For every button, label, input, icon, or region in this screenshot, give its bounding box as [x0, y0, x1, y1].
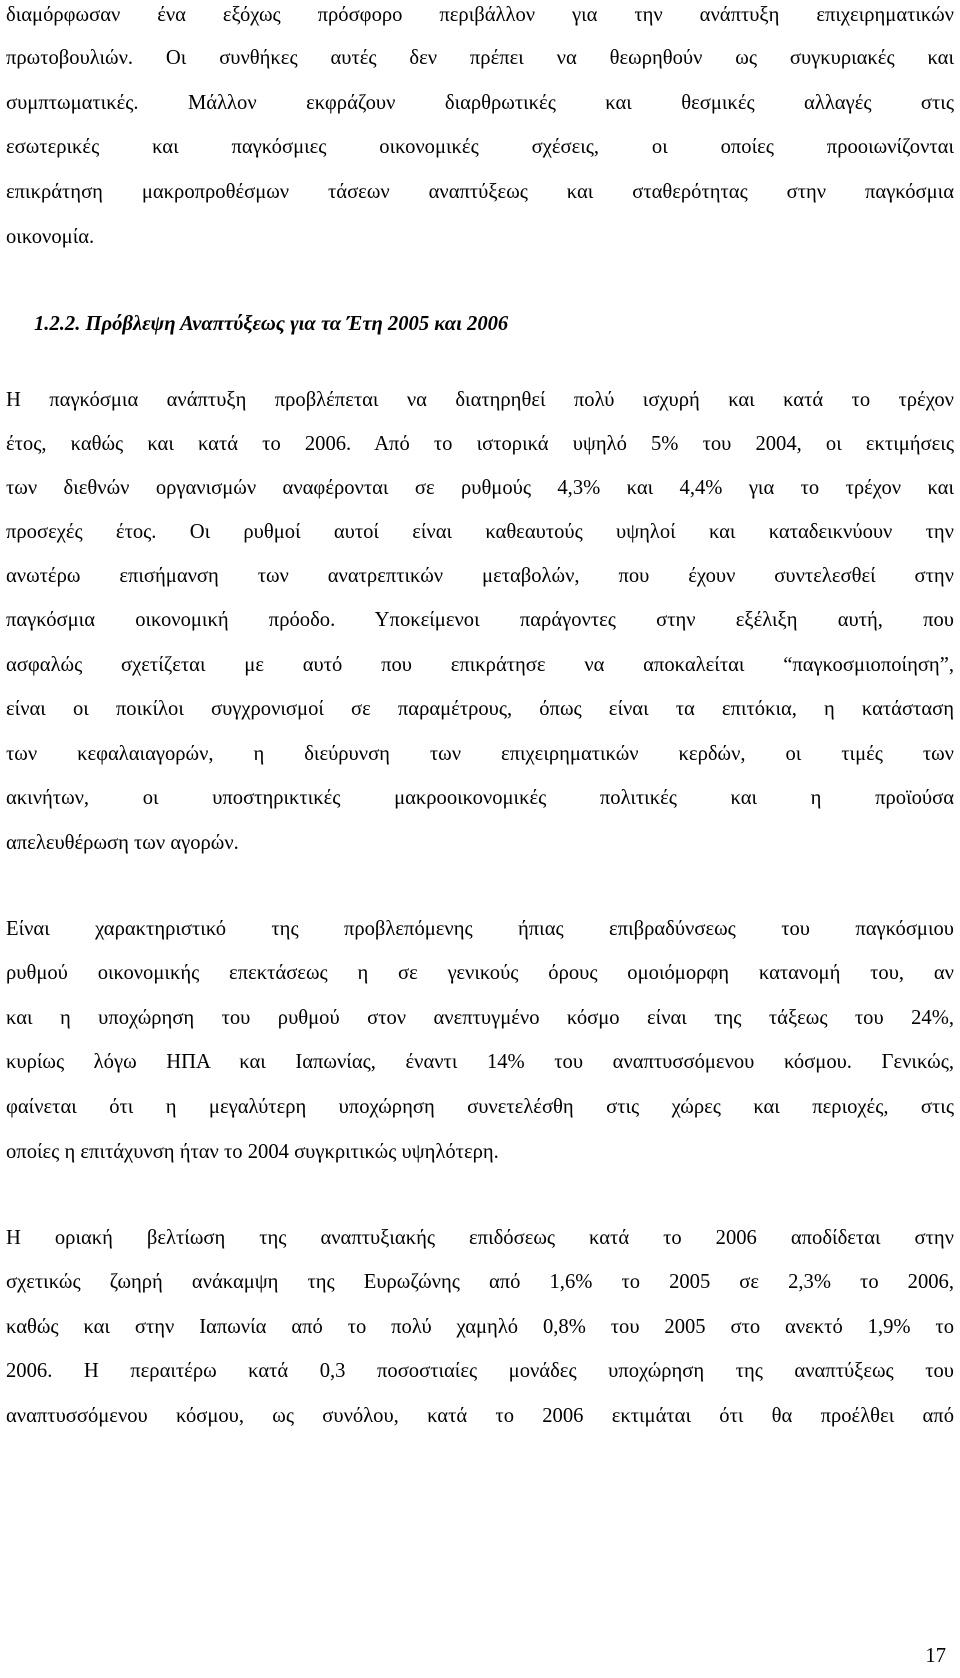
text-line: ρυθμού οικονομικής επεκτάσεως η σε γενικούς όρους ομοιόμορφη κατανομή του, αν [6, 962, 954, 984]
text-line: προσεχές έτος. Οι ρυθμοί αυτοί είναι καθεαυτούς υψηλοί και καταδεικνύουν την [6, 521, 954, 543]
section-heading: 1.2.2. Πρόβλεψη Αναπτύξεως για τα Έτη 2005 και 2006 [34, 313, 509, 335]
text-line: ακινήτων, οι υποστηρικτικές μακροοικονομικές πολιτικές και η προϊούσα [6, 787, 954, 809]
text-line: Η παγκόσμια ανάπτυξη προβλέπεται να διατηρηθεί πολύ ισχυρή και κατά το τρέχον [6, 389, 954, 411]
text-line: απελευθέρωση των αγορών. [6, 832, 239, 854]
text-line: Είναι χαρακτηριστικό της προβλεπόμενης ήπιας επιβραδύνσεως του παγκόσμιου [6, 918, 954, 940]
text-line: διαμόρφωσαν ένα εξόχως πρόσφορο περιβάλλον για την ανάπτυξη επιχειρηματικών [6, 4, 954, 26]
text-line: έτος, καθώς και κατά το 2006. Από το ιστορικά υψηλό 5% του 2004, οι εκτιμήσεις [6, 433, 954, 455]
text-line: είναι οι ποικίλοι συγχρονισμοί σε παραμέτρους, όπως είναι τα επιτόκια, η κατάσταση [6, 698, 954, 720]
text-line: καθώς και στην Ιαπωνία από το πολύ χαμηλό 0,8% του 2005 στο ανεκτό 1,9% το [6, 1316, 954, 1338]
text-line: Η οριακή βελτίωση της αναπτυξιακής επιδόσεως κατά το 2006 αποδίδεται στην [6, 1227, 954, 1249]
text-line: και η υποχώρηση του ρυθμού στον ανεπτυγμένο κόσμο είναι της τάξεως του 24%, [6, 1007, 954, 1029]
text-line: οποίες η επιτάχυνση ήταν το 2004 συγκριτικώς υψηλότερη. [6, 1141, 499, 1163]
text-line: οικονομία. [6, 226, 95, 248]
text-line: των κεφαλαιαγορών, η διεύρυνση των επιχειρηματικών κερδών, οι τιμές των [6, 743, 954, 765]
text-line: επικράτηση μακροπροθέσμων τάσεων αναπτύξεως και σταθερότητας στην παγκόσμια [6, 181, 954, 203]
text-line: πρωτοβουλιών. Οι συνθήκες αυτές δεν πρέπει να θεωρηθούν ως συγκυριακές και [6, 47, 954, 69]
text-line: αναπτυσσόμενου κόσμου, ως συνόλου, κατά το 2006 εκτιμάται ότι θα προέλθει από [6, 1405, 954, 1427]
page-number: 17 [925, 1645, 946, 1667]
text-line: παγκόσμια οικονομική πρόοδο. Υποκείμενοι παράγοντες στην εξέλιξη αυτή, που [6, 609, 954, 631]
text-line: 2006. Η περαιτέρω κατά 0,3 ποσοστιαίες μονάδες υποχώρηση της αναπτύξεως του [6, 1360, 954, 1382]
text-line: των διεθνών οργανισμών αναφέρονται σε ρυθμούς 4,3% και 4,4% για το τρέχον και [6, 477, 954, 499]
text-line: συμπτωματικές. Μάλλον εκφράζουν διαρθρωτικές και θεσμικές αλλαγές στις [6, 92, 954, 114]
text-line: ανωτέρω επισήμανση των ανατρεπτικών μεταβολών, που έχουν συντελεσθεί στην [6, 565, 954, 587]
text-line: κυρίως λόγω ΗΠΑ και Ιαπωνίας, έναντι 14% του αναπτυσσόμενου κόσμου. Γενικώς, [6, 1051, 954, 1073]
text-line: σχετικώς ζωηρή ανάκαμψη της Ευρωζώνης από 1,6% το 2005 σε 2,3% το 2006, [6, 1271, 954, 1293]
text-line: εσωτερικές και παγκόσμιες οικονομικές σχέσεις, οι οποίες προοιωνίζονται [6, 136, 954, 158]
text-line: ασφαλώς σχετίζεται με αυτό που επικράτησε να αποκαλείται “παγκοσμιοποίηση”, [6, 654, 954, 676]
text-line: φαίνεται ότι η μεγαλύτερη υποχώρηση συνετελέσθη στις χώρες και περιοχές, στις [6, 1096, 954, 1118]
